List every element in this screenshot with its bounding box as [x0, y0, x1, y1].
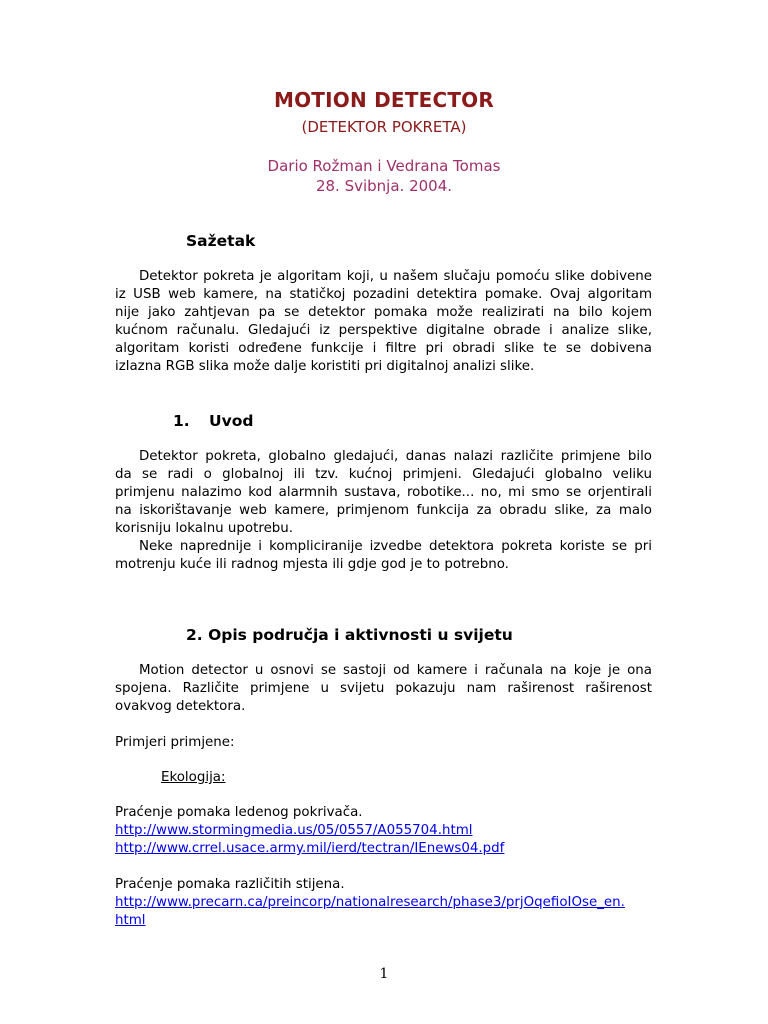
examples-label: Primjeri primjene:	[115, 735, 235, 750]
example-2-text: Praćenje pomaka različitih stijena.	[115, 877, 345, 892]
abstract-line: nije jako zahtjevan pa se detektor pomaka može realizirati na bilo kojem	[115, 305, 652, 320]
abstract-line: iz USB web kamere, na statičkoj pozadini detektira pomake. Ovaj algoritam	[115, 287, 652, 302]
example-1-link-2[interactable]: http://www.crrel.usace.army.mil/ierd/tectran/IEnews04.pdf	[115, 841, 505, 856]
ecology-subheading: Ekologija:	[161, 770, 226, 785]
document-date: 28. Svibnja. 2004.	[315, 177, 453, 195]
document-authors: Dario Rožman i Vedrana Tomas	[267, 157, 501, 175]
example-1-link-1[interactable]: http://www.stormingmedia.us/05/0557/A055704.html	[115, 823, 473, 838]
section-2-line: spojena. Različite primjene u svijetu pokazuju nam raširenost raširenost	[115, 681, 652, 696]
abstract-line: algoritam koristi određene funkcije i filtre pri obradi slike te se dobivena	[115, 341, 652, 356]
section-2-paragraph	[115, 662, 652, 716]
section-2-line: ovakvog detektora.	[115, 699, 246, 714]
abstract-heading: Sažetak	[186, 232, 256, 250]
example-2-link-line-2[interactable]: html	[115, 913, 146, 928]
abstract-line: Detektor pokreta je algoritam koji, u našem slučaju pomoću slike dobivene	[139, 269, 652, 284]
document-subtitle: (DETEKTOR POKRETA)	[301, 118, 467, 136]
section-1-line: motrenju kuće ili radnog mjesta ili gdje god je to potrebno.	[115, 557, 509, 572]
document-title: MOTION DETECTOR	[274, 88, 494, 112]
example-1-text: Praćenje pomaka ledenog pokrivača.	[115, 805, 363, 820]
section-1-paragraph-1	[115, 448, 652, 538]
section-1-line: da se radi o globalnoj ili tzv. kućnoj primjeni. Gledajući globalno veliku	[115, 467, 652, 482]
page-number: 1	[379, 966, 389, 982]
section-1-heading	[173, 412, 253, 430]
section-1-title: Uvod	[209, 412, 254, 430]
section-2-line: Motion detector u osnovi se sastoji od kamere i računala na koje je ona	[139, 663, 652, 678]
section-1-line: Neke naprednije i kompliciranije izvedbe detektora pokreta koriste se pri	[139, 539, 652, 554]
section-1-line: Detektor pokreta, globalno gledajući, danas nalazi različite primjene bilo	[139, 449, 652, 464]
section-1-number: 1.	[173, 412, 190, 430]
section-2-heading: 2. Opis područja i aktivnosti u svijetu	[186, 626, 513, 644]
abstract-line: izlazna RGB slika može dalje koristiti pri digitalnoj analizi slike.	[115, 359, 535, 374]
abstract-paragraph	[115, 268, 652, 376]
section-1-line: na iskorištavanje web kamere, primjenom funkcija za obradu slike, za malo	[115, 503, 652, 518]
section-1-line: primjenu nalazimo kod alarmnih sustava, robotike... no, mi smo se orjentirali	[115, 485, 652, 500]
section-1-line: korisniju lokalnu upotrebu.	[115, 521, 294, 536]
example-2-link-line-1[interactable]: http://www.precarn.ca/preincorp/nationalresearch/phase3/prjOqefioIOse_en.	[115, 895, 625, 910]
abstract-line: kućnom računalu. Gledajući iz perspektive digitalne obrade i analize slike,	[115, 323, 652, 338]
section-1-paragraph-2	[115, 538, 652, 574]
